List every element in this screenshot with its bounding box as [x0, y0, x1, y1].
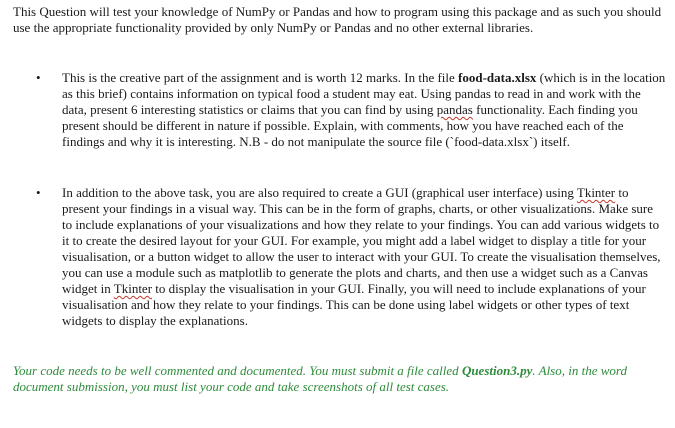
bullet-text-gui [62, 185, 666, 329]
spellcheck-word-tkinter: Tkinter [576, 185, 616, 200]
intro-paragraph: This Question will test your knowledge of NumPy or Pandas and how to program using this package and as such you should use the appropriate functionality provided by only NumPy or Pandas and no other external libraries. [13, 4, 662, 35]
bullet-dot-icon: • [36, 185, 41, 200]
bullet2-text-part2: to present your findings in a visual way. This can be in the form of graphs, charts, or other visualizations. Make sure to include explanations of your visualizations and how they relate to your findings. You can add various widgets to it to create the desired layout for your GUI. For example, you might add a label widget to display a title for your visualisation, or a button widget to allow the user to interact with your GUI. To create the visualisation themselves, you can use a module such as matplotlib to generate the plots and charts, and then use a widget such as a Canvas widget in [62, 185, 661, 296]
spellcheck-word-tkinter-2: Tkinter [113, 281, 153, 296]
bullet-item-gui [36, 185, 666, 329]
note-text-part1: Your code needs to be well commented and documented. You must submit a file called [13, 363, 462, 378]
bullet1-text-part3: functionality. Each finding you present should be different in nature if possible. Explain, with comments, how you have reached each of the findings and why it is interesting. N.B - do not manipulate the source file (`food-data.xlsx`) itself. [62, 102, 638, 149]
bullet2-text-part1: In addition to the above task, you are also required to create a GUI (graphical user interface) using [62, 185, 577, 200]
question3-filename: Question3.py [461, 363, 533, 378]
bullet-dot-icon: • [36, 70, 41, 85]
bullet1-text-part2: (which is in the location as this brief) contains information on typical food a student may eat. Using pandas to read in and work with the data, present 6 interesting statistics or claims that you can find by using [62, 70, 666, 117]
submission-note [13, 363, 663, 395]
bullet-text-creative [62, 70, 666, 150]
food-data-filename: food-data.xlsx [458, 70, 537, 85]
bullet2-text-part3: to display the visualisation in your GUI. Finally, you will need to include explanations of your visualisation and how they relate to your findings. This can be done using label widgets or other types of text widgets to display the explanations. [62, 281, 646, 328]
bullet1-text-part1: This is the creative part of the assignment and is worth 12 marks. In the file [62, 70, 459, 85]
bullet-item-creative [36, 70, 666, 150]
spellcheck-word-pandas: pandas [436, 102, 473, 117]
note-text-part2: . Also, in the word document submission, you must list your code and take screenshots of all test cases. [13, 363, 627, 394]
